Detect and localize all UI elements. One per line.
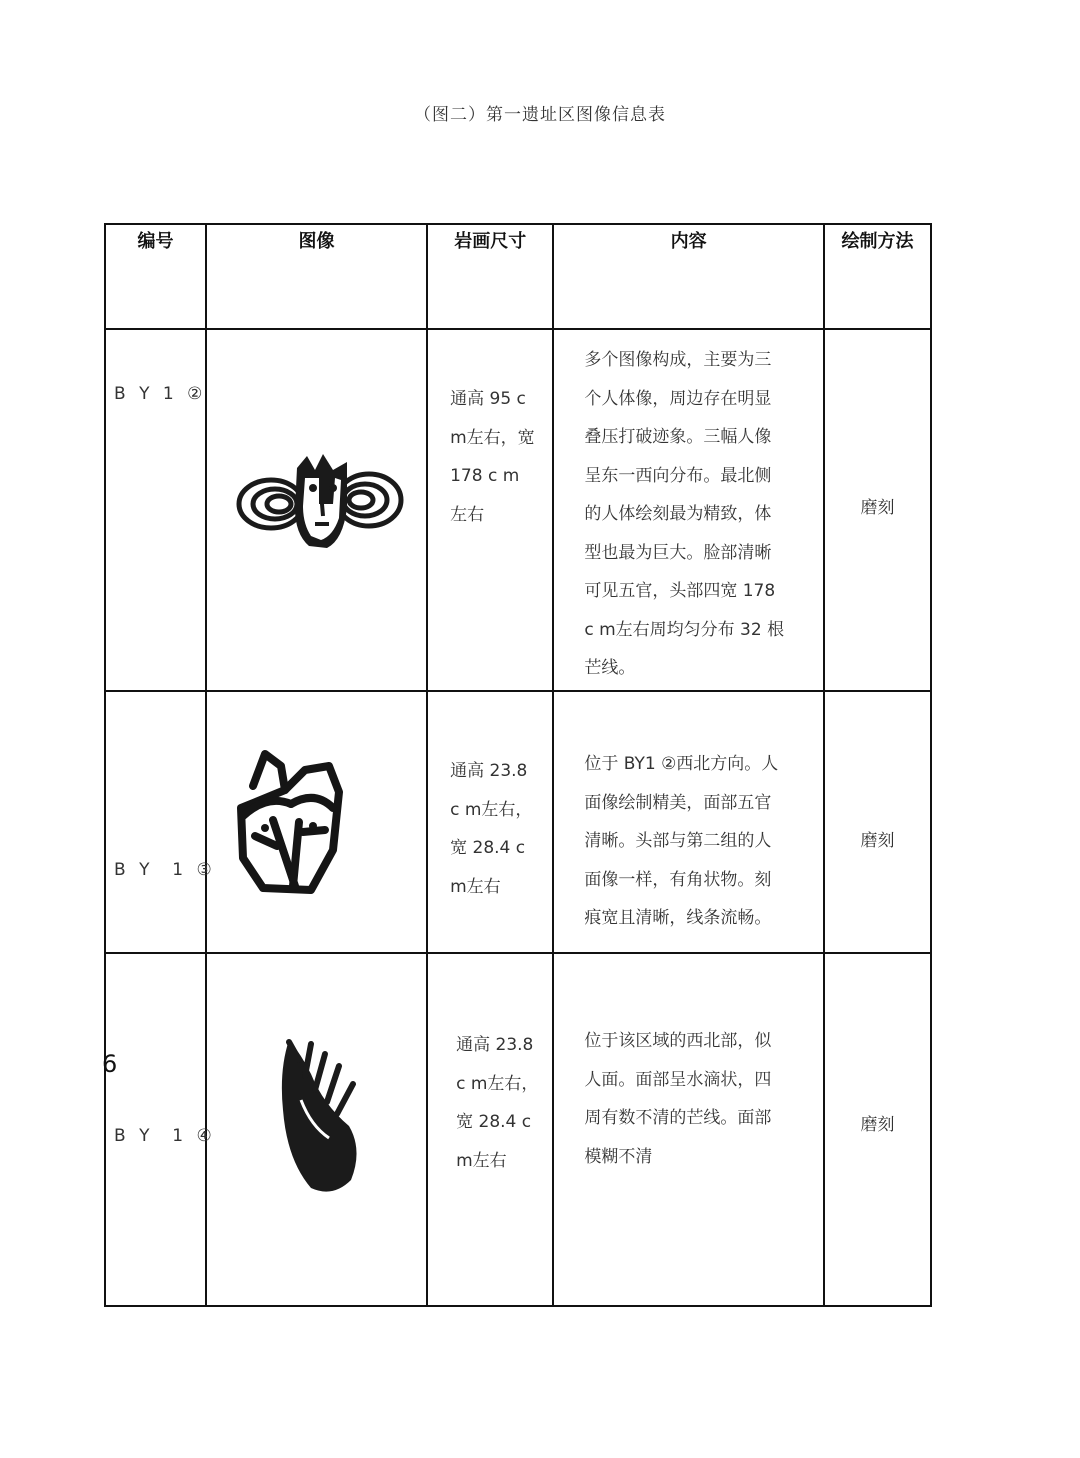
header-method: 绘制方法: [824, 224, 931, 329]
row-content: 位于 BY1 ②西北方向。人 面像绘制精美，面部五官 清晰。头部与第二组的人 面像一样，有角状物。刻 痕宽且清晰，线条流畅。: [584, 754, 779, 928]
row-size-cell: [427, 329, 553, 691]
header-id: 编号: [105, 224, 206, 329]
row-id: B Y 1 ④: [114, 1126, 216, 1146]
row-method: 磨刻: [860, 1115, 895, 1135]
rock-art-waterdrop-face-icon: [271, 1030, 371, 1198]
header-image: 图像: [206, 224, 427, 329]
table-row: [105, 691, 931, 953]
row-image-cell: [206, 691, 427, 953]
row-image-cell: [206, 953, 427, 1306]
row-size: 通高 23.8 c m左右， 宽 28.4 c m左右: [450, 761, 533, 897]
row-content: 位于该区域的西北部，似 人面。面部呈水滴状，四 周有数不清的芒线。面部 模糊不清: [584, 1031, 772, 1167]
row-id: B Y 1 ②: [114, 384, 207, 404]
rock-art-human-face-with-concentric-rays-icon: [235, 448, 405, 554]
table-caption: （图二）第一遗址区图像信息表: [414, 105, 666, 125]
row-method-cell: [824, 953, 931, 1306]
row-size-cell: [427, 953, 553, 1306]
row-content-cell: [553, 691, 824, 953]
row-method-cell: [824, 329, 931, 691]
row-id-cell: [105, 953, 216, 1306]
header-size: 岩画尺寸: [427, 224, 553, 329]
row-content-cell: [553, 953, 824, 1306]
row-id-cell: [105, 691, 216, 953]
rock-art-horned-face-icon: [233, 746, 353, 896]
row-image-cell: [206, 329, 427, 691]
row-size: 通高 95 c m左右，宽 178 c m 左右: [450, 389, 535, 525]
image-info-table: [104, 223, 932, 1307]
header-content: 内容: [553, 224, 824, 329]
row-content-cell: [553, 329, 824, 691]
table-row: [105, 329, 931, 691]
row-content: 多个图像构成，主要为三 个人体像，周边存在明显 叠压打破迹象。三幅人像 呈东一西向分布。最北侧 的人体绘刻最为精致，体 型也最为巨大。脸部清晰 可见五官，头部四宽 178 c m左右周均匀分布 32 根 芒线。: [584, 350, 785, 678]
page-number: 6: [102, 1050, 118, 1078]
row-size: 通高 23.8 c m左右， 宽 28.4 c m左右: [456, 1035, 539, 1171]
table-header-row: [105, 224, 931, 329]
table-row: [105, 953, 931, 1306]
row-method: 磨刻: [860, 831, 895, 851]
row-id: B Y 1 ③: [114, 860, 216, 880]
row-id-cell: [105, 329, 206, 691]
row-method-cell: [824, 691, 931, 953]
row-method: 磨刻: [860, 498, 895, 518]
row-size-cell: [427, 691, 553, 953]
